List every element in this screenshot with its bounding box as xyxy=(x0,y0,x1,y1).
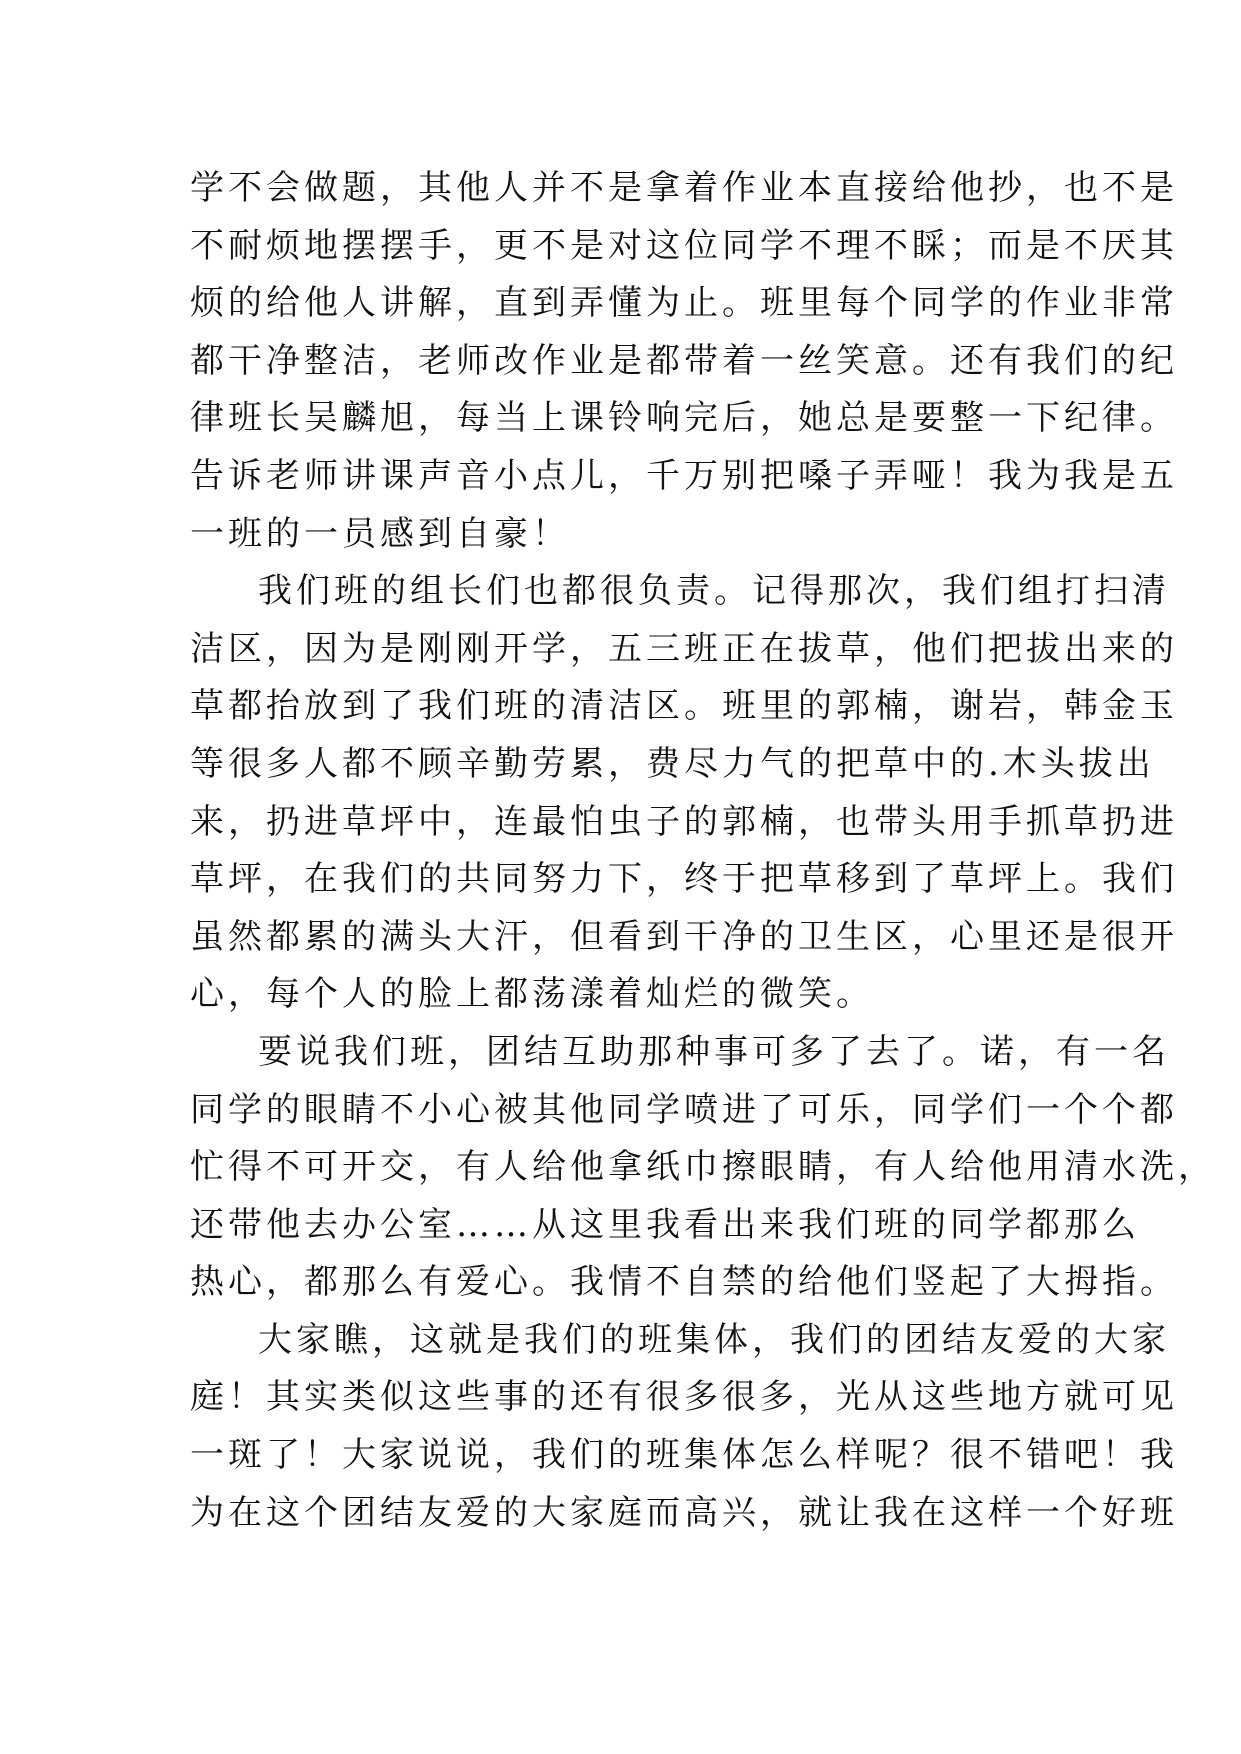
text-line: 虽然都累的满头大汗，但看到干净的卫生区，心里还是很开 xyxy=(190,916,1178,957)
text-line: 不耐烦地摆摆手，更不是对这位同学不理不睬；而是不厌其 xyxy=(190,225,1178,266)
text-line: 告诉老师讲课声音小点儿，千万别把嗓子弄哑！我为我是五 xyxy=(190,455,1178,496)
essay-text xyxy=(190,160,1216,1542)
text-line: 学不会做题，其他人并不是拿着作业本直接给他抄，也不是 xyxy=(190,168,1178,208)
text-line: 草都抬放到了我们班的清洁区。班里的郭楠，谢岩，韩金玉 xyxy=(190,686,1178,727)
text-line: 一斑了！大家说说，我们的班集体怎么样呢？很不错吧！我 xyxy=(190,1435,1178,1476)
paragraph-start-line: 要说我们班，团结互助那种事可多了去了。诺，有一名 xyxy=(258,1031,1170,1072)
text-line: 心，每个人的脸上都荡漾着灿烂的微笑。 xyxy=(190,974,874,1015)
paragraph-start-line: 我们班的组长们也都很负责。记得那次，我们组打扫清 xyxy=(258,571,1170,612)
text-line: 忙得不可开交，有人给他拿纸巾擦眼睛，有人给他用清水洗， xyxy=(190,1147,1216,1188)
text-line: 来，扔进草坪中，连最怕虫子的郭楠，也带头用手抓草扔进 xyxy=(190,801,1178,842)
text-line: 律班长吴麟旭，每当上课铃响完后，她总是要整一下纪律。 xyxy=(190,398,1178,439)
text-line: 一班的一员感到自豪！ xyxy=(190,513,570,554)
text-line: 烦的给他人讲解，直到弄懂为止。班里每个同学的作业非常 xyxy=(190,283,1178,324)
text-line: 热心，都那么有爱心。我情不自禁的给他们竖起了大拇指。 xyxy=(190,1262,1178,1303)
text-line: 庭！其实类似这些事的还有很多很多，光从这些地方就可见 xyxy=(190,1377,1178,1418)
paragraph-start-line: 大家瞧，这就是我们的班集体，我们的团结友爱的大家 xyxy=(258,1319,1170,1360)
text-line: 等很多人都不顾辛勤劳累，费尽力气的把草中的.木头拔出 xyxy=(190,743,1155,784)
text-line: 同学的眼睛不小心被其他同学喷进了可乐，同学们一个个都 xyxy=(190,1089,1178,1130)
text-line: 草坪，在我们的共同努力下，终于把草移到了草坪上。我们 xyxy=(190,859,1178,900)
text-line: 洁区，因为是刚刚开学，五三班正在拔草，他们把拔出来的 xyxy=(190,628,1178,669)
text-line: 都干净整洁，老师改作业是都带着一丝笑意。还有我们的纪 xyxy=(190,340,1178,381)
text-line: 还带他去办公室……从这里我看出来我们班的同学都那么 xyxy=(190,1204,1140,1245)
text-line: 为在这个团结友爱的大家庭而高兴，就让我在这样一个好班 xyxy=(190,1492,1178,1533)
